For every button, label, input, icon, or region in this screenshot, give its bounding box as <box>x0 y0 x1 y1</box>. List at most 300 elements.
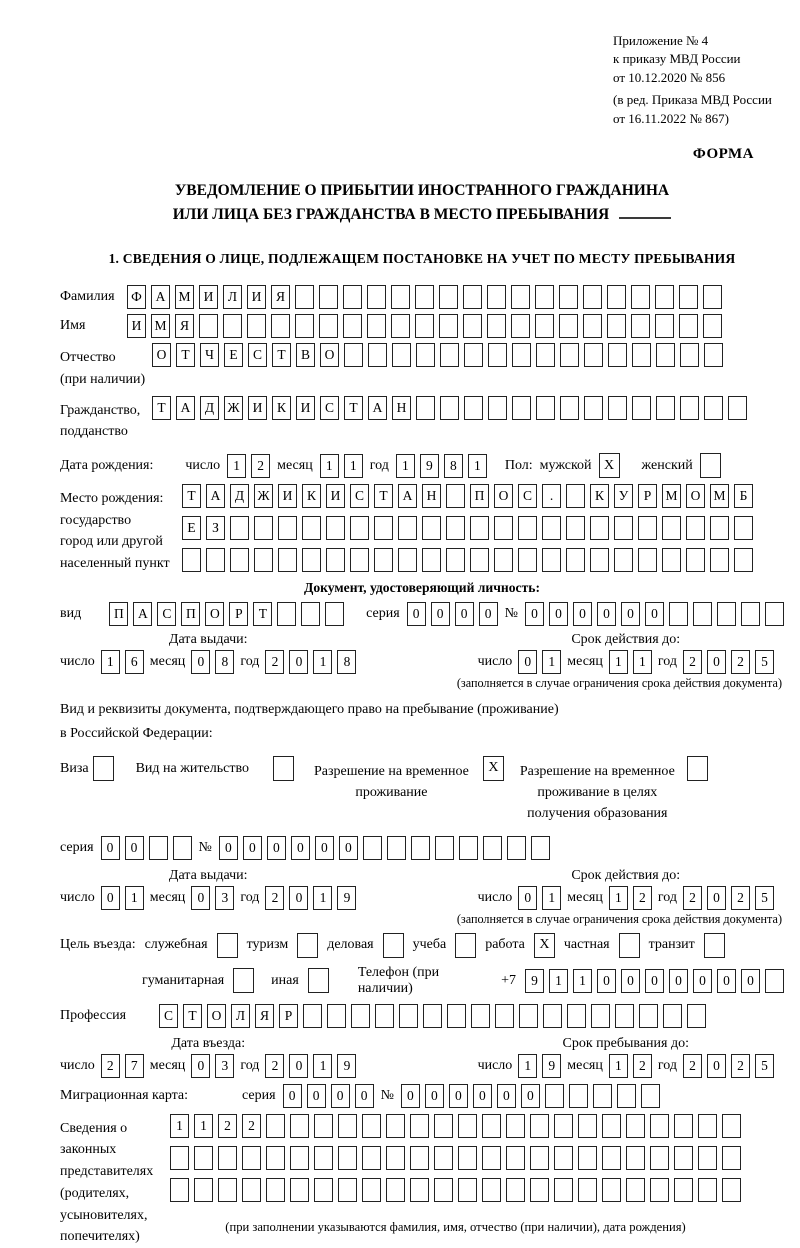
char-box[interactable]: Я <box>175 314 194 338</box>
char-box[interactable] <box>194 1178 213 1202</box>
char-box[interactable]: 0 <box>473 1084 492 1108</box>
char-box[interactable] <box>632 396 651 420</box>
char-box[interactable] <box>374 548 393 572</box>
char-box[interactable] <box>458 1178 477 1202</box>
char-box[interactable]: 1 <box>609 1054 628 1078</box>
char-box[interactable]: О <box>320 343 339 367</box>
char-box[interactable] <box>434 1178 453 1202</box>
char-box[interactable]: 2 <box>633 1054 652 1078</box>
char-box[interactable] <box>519 1004 538 1028</box>
char-box[interactable]: 9 <box>420 454 439 478</box>
char-box[interactable]: Т <box>374 484 393 508</box>
char-box[interactable]: 1 <box>518 1054 537 1078</box>
char-box[interactable] <box>607 314 626 338</box>
char-box[interactable] <box>271 314 290 338</box>
char-box[interactable] <box>295 314 314 338</box>
char-box[interactable] <box>230 516 249 540</box>
char-box[interactable] <box>386 1146 405 1170</box>
char-box[interactable]: И <box>248 396 267 420</box>
char-box[interactable] <box>710 516 729 540</box>
char-box[interactable] <box>367 314 386 338</box>
char-box[interactable] <box>410 1114 429 1138</box>
char-box[interactable]: 2 <box>101 1054 120 1078</box>
char-box[interactable]: 2 <box>683 886 702 910</box>
char-box[interactable] <box>487 314 506 338</box>
char-box[interactable]: 0 <box>669 969 688 993</box>
char-box[interactable]: К <box>302 484 321 508</box>
char-box[interactable]: Е <box>182 516 201 540</box>
char-box[interactable]: И <box>278 484 297 508</box>
char-box[interactable]: 8 <box>444 454 463 478</box>
char-box[interactable] <box>554 1146 573 1170</box>
char-box[interactable] <box>434 1114 453 1138</box>
char-box[interactable] <box>507 836 526 860</box>
char-box[interactable]: 2 <box>265 886 284 910</box>
char-box[interactable] <box>470 548 489 572</box>
char-box[interactable]: 1 <box>468 454 487 478</box>
purpose-work-checkbox[interactable]: X <box>534 933 555 958</box>
char-box[interactable]: Н <box>422 484 441 508</box>
char-box[interactable]: Т <box>183 1004 202 1028</box>
char-box[interactable] <box>278 548 297 572</box>
char-box[interactable]: 0 <box>449 1084 468 1108</box>
char-box[interactable]: Р <box>229 602 248 626</box>
char-box[interactable] <box>584 343 603 367</box>
char-box[interactable]: 0 <box>707 1054 726 1078</box>
char-box[interactable] <box>170 1178 189 1202</box>
char-box[interactable] <box>303 1004 322 1028</box>
char-box[interactable]: 1 <box>125 886 144 910</box>
char-box[interactable] <box>247 314 266 338</box>
char-box[interactable]: 3 <box>215 1054 234 1078</box>
char-box[interactable] <box>578 1146 597 1170</box>
char-box[interactable]: 0 <box>525 602 544 626</box>
char-box[interactable] <box>350 516 369 540</box>
char-box[interactable] <box>511 314 530 338</box>
char-box[interactable] <box>703 285 722 309</box>
char-box[interactable] <box>650 1114 669 1138</box>
char-box[interactable] <box>545 1084 564 1108</box>
char-box[interactable] <box>674 1178 693 1202</box>
char-box[interactable] <box>302 516 321 540</box>
char-box[interactable] <box>459 836 478 860</box>
char-box[interactable]: 1 <box>542 886 561 910</box>
char-box[interactable] <box>639 1004 658 1028</box>
char-box[interactable] <box>482 1114 501 1138</box>
char-box[interactable] <box>566 516 585 540</box>
char-box[interactable]: 0 <box>693 969 712 993</box>
char-box[interactable]: 0 <box>191 1054 210 1078</box>
char-box[interactable]: 0 <box>497 1084 516 1108</box>
char-box[interactable] <box>614 548 633 572</box>
char-box[interactable]: М <box>662 484 681 508</box>
char-box[interactable] <box>375 1004 394 1028</box>
char-box[interactable] <box>415 314 434 338</box>
char-box[interactable] <box>266 1146 285 1170</box>
char-box[interactable] <box>325 602 344 626</box>
char-box[interactable] <box>170 1146 189 1170</box>
char-box[interactable]: Ж <box>224 396 243 420</box>
char-box[interactable]: Б <box>734 484 753 508</box>
char-box[interactable]: 1 <box>313 1054 332 1078</box>
char-box[interactable] <box>223 314 242 338</box>
visa-checkbox[interactable] <box>93 756 114 781</box>
char-box[interactable]: 0 <box>315 836 334 860</box>
char-box[interactable] <box>362 1178 381 1202</box>
char-box[interactable]: 0 <box>289 886 308 910</box>
char-box[interactable]: 9 <box>542 1054 561 1078</box>
purpose-private-checkbox[interactable] <box>619 933 640 958</box>
char-box[interactable] <box>399 1004 418 1028</box>
char-box[interactable]: 1 <box>313 886 332 910</box>
char-box[interactable] <box>698 1114 717 1138</box>
char-box[interactable] <box>591 1004 610 1028</box>
char-box[interactable] <box>765 969 784 993</box>
char-box[interactable]: 0 <box>621 969 640 993</box>
char-box[interactable] <box>398 548 417 572</box>
char-box[interactable] <box>535 285 554 309</box>
char-box[interactable] <box>206 548 225 572</box>
char-box[interactable] <box>471 1004 490 1028</box>
char-box[interactable] <box>464 343 483 367</box>
char-box[interactable]: 1 <box>573 969 592 993</box>
char-box[interactable] <box>615 1004 634 1028</box>
char-box[interactable]: 0 <box>289 650 308 674</box>
char-box[interactable]: П <box>109 602 128 626</box>
char-box[interactable] <box>566 548 585 572</box>
char-box[interactable] <box>680 343 699 367</box>
char-box[interactable]: С <box>518 484 537 508</box>
char-box[interactable] <box>391 285 410 309</box>
char-box[interactable] <box>326 548 345 572</box>
char-box[interactable] <box>722 1178 741 1202</box>
char-box[interactable] <box>722 1146 741 1170</box>
char-box[interactable]: В <box>296 343 315 367</box>
char-box[interactable] <box>583 285 602 309</box>
char-box[interactable] <box>416 396 435 420</box>
char-box[interactable] <box>584 396 603 420</box>
char-box[interactable] <box>350 548 369 572</box>
char-box[interactable]: К <box>272 396 291 420</box>
char-box[interactable] <box>290 1146 309 1170</box>
char-box[interactable]: 0 <box>549 602 568 626</box>
char-box[interactable]: 5 <box>755 886 774 910</box>
purpose-study-checkbox[interactable] <box>455 933 476 958</box>
char-box[interactable]: 0 <box>431 602 450 626</box>
char-box[interactable] <box>302 548 321 572</box>
char-box[interactable]: 2 <box>265 650 284 674</box>
char-box[interactable] <box>662 516 681 540</box>
char-box[interactable] <box>656 343 675 367</box>
char-box[interactable] <box>439 314 458 338</box>
char-box[interactable]: 1 <box>542 650 561 674</box>
char-box[interactable] <box>446 548 465 572</box>
char-box[interactable]: Ф <box>127 285 146 309</box>
char-box[interactable] <box>182 548 201 572</box>
char-box[interactable] <box>608 343 627 367</box>
char-box[interactable]: О <box>152 343 171 367</box>
char-box[interactable] <box>440 343 459 367</box>
purpose-business-checkbox[interactable] <box>383 933 404 958</box>
char-box[interactable] <box>632 343 651 367</box>
char-box[interactable] <box>199 314 218 338</box>
char-box[interactable] <box>368 343 387 367</box>
char-box[interactable]: 9 <box>337 1054 356 1078</box>
char-box[interactable] <box>446 516 465 540</box>
char-box[interactable] <box>710 548 729 572</box>
char-box[interactable]: С <box>248 343 267 367</box>
char-box[interactable] <box>626 1178 645 1202</box>
char-box[interactable]: 1 <box>344 454 363 478</box>
char-box[interactable]: И <box>326 484 345 508</box>
char-box[interactable]: А <box>398 484 417 508</box>
char-box[interactable]: 0 <box>521 1084 540 1108</box>
char-box[interactable]: М <box>175 285 194 309</box>
char-box[interactable] <box>351 1004 370 1028</box>
char-box[interactable] <box>559 285 578 309</box>
char-box[interactable]: К <box>590 484 609 508</box>
char-box[interactable]: 0 <box>355 1084 374 1108</box>
char-box[interactable] <box>242 1178 261 1202</box>
char-box[interactable]: 5 <box>755 1054 774 1078</box>
char-box[interactable] <box>391 314 410 338</box>
residence-permit-checkbox[interactable] <box>273 756 294 781</box>
char-box[interactable]: П <box>181 602 200 626</box>
char-box[interactable] <box>173 836 192 860</box>
char-box[interactable]: И <box>127 314 146 338</box>
char-box[interactable] <box>734 548 753 572</box>
char-box[interactable] <box>641 1084 660 1108</box>
char-box[interactable]: З <box>206 516 225 540</box>
char-box[interactable] <box>290 1114 309 1138</box>
purpose-humanitarian-checkbox[interactable] <box>233 968 254 993</box>
char-box[interactable]: 0 <box>597 602 616 626</box>
char-box[interactable] <box>512 343 531 367</box>
char-box[interactable] <box>593 1084 612 1108</box>
char-box[interactable] <box>447 1004 466 1028</box>
char-box[interactable] <box>686 548 705 572</box>
char-box[interactable] <box>439 285 458 309</box>
char-box[interactable] <box>344 343 363 367</box>
char-box[interactable] <box>314 1146 333 1170</box>
char-box[interactable] <box>717 602 736 626</box>
char-box[interactable] <box>338 1114 357 1138</box>
char-box[interactable]: Д <box>200 396 219 420</box>
char-box[interactable] <box>531 836 550 860</box>
char-box[interactable]: 2 <box>633 886 652 910</box>
char-box[interactable]: И <box>247 285 266 309</box>
char-box[interactable]: Ж <box>254 484 273 508</box>
char-box[interactable] <box>626 1114 645 1138</box>
char-box[interactable]: Ч <box>200 343 219 367</box>
char-box[interactable]: Т <box>176 343 195 367</box>
char-box[interactable] <box>741 602 760 626</box>
char-box[interactable] <box>194 1146 213 1170</box>
char-box[interactable]: 0 <box>717 969 736 993</box>
female-checkbox[interactable] <box>700 453 721 478</box>
char-box[interactable] <box>410 1178 429 1202</box>
char-box[interactable] <box>511 285 530 309</box>
char-box[interactable]: 0 <box>401 1084 420 1108</box>
char-box[interactable] <box>435 836 454 860</box>
char-box[interactable]: 0 <box>518 886 537 910</box>
char-box[interactable]: А <box>176 396 195 420</box>
char-box[interactable] <box>536 343 555 367</box>
char-box[interactable] <box>463 285 482 309</box>
char-box[interactable] <box>583 314 602 338</box>
char-box[interactable]: А <box>133 602 152 626</box>
char-box[interactable]: 0 <box>645 602 664 626</box>
char-box[interactable] <box>319 314 338 338</box>
char-box[interactable]: И <box>199 285 218 309</box>
char-box[interactable] <box>343 285 362 309</box>
char-box[interactable] <box>506 1146 525 1170</box>
char-box[interactable]: 0 <box>307 1084 326 1108</box>
char-box[interactable] <box>458 1114 477 1138</box>
char-box[interactable]: 5 <box>755 650 774 674</box>
char-box[interactable]: 0 <box>331 1084 350 1108</box>
char-box[interactable] <box>387 836 406 860</box>
char-box[interactable] <box>470 516 489 540</box>
char-box[interactable] <box>218 1146 237 1170</box>
purpose-tourism-checkbox[interactable] <box>297 933 318 958</box>
char-box[interactable]: Т <box>344 396 363 420</box>
char-box[interactable] <box>149 836 168 860</box>
purpose-official-checkbox[interactable] <box>217 933 238 958</box>
char-box[interactable] <box>230 548 249 572</box>
char-box[interactable] <box>566 484 585 508</box>
char-box[interactable] <box>367 285 386 309</box>
char-box[interactable]: 1 <box>101 650 120 674</box>
char-box[interactable] <box>386 1114 405 1138</box>
char-box[interactable] <box>663 1004 682 1028</box>
char-box[interactable]: . <box>542 484 561 508</box>
char-box[interactable] <box>512 396 531 420</box>
char-box[interactable] <box>482 1178 501 1202</box>
char-box[interactable] <box>734 516 753 540</box>
char-box[interactable] <box>535 314 554 338</box>
char-box[interactable] <box>569 1084 588 1108</box>
char-box[interactable]: 2 <box>218 1114 237 1138</box>
char-box[interactable] <box>422 516 441 540</box>
char-box[interactable] <box>674 1146 693 1170</box>
char-box[interactable]: Я <box>255 1004 274 1028</box>
char-box[interactable] <box>602 1178 621 1202</box>
char-box[interactable] <box>631 285 650 309</box>
char-box[interactable]: 0 <box>455 602 474 626</box>
char-box[interactable] <box>434 1146 453 1170</box>
char-box[interactable]: 6 <box>125 650 144 674</box>
char-box[interactable] <box>607 285 626 309</box>
char-box[interactable] <box>655 314 674 338</box>
char-box[interactable] <box>482 1146 501 1170</box>
edu-permit-checkbox[interactable] <box>687 756 708 781</box>
char-box[interactable] <box>536 396 555 420</box>
char-box[interactable]: 0 <box>267 836 286 860</box>
char-box[interactable]: 0 <box>741 969 760 993</box>
char-box[interactable] <box>254 548 273 572</box>
char-box[interactable]: 0 <box>101 836 120 860</box>
char-box[interactable] <box>327 1004 346 1028</box>
char-box[interactable] <box>554 1114 573 1138</box>
char-box[interactable] <box>602 1114 621 1138</box>
char-box[interactable] <box>590 516 609 540</box>
char-box[interactable]: 0 <box>621 602 640 626</box>
char-box[interactable]: 1 <box>396 454 415 478</box>
char-box[interactable] <box>687 1004 706 1028</box>
char-box[interactable] <box>638 516 657 540</box>
char-box[interactable] <box>386 1178 405 1202</box>
char-box[interactable] <box>314 1178 333 1202</box>
char-box[interactable]: С <box>350 484 369 508</box>
char-box[interactable] <box>554 1178 573 1202</box>
char-box[interactable] <box>242 1146 261 1170</box>
char-box[interactable] <box>704 343 723 367</box>
char-box[interactable] <box>679 314 698 338</box>
char-box[interactable] <box>464 396 483 420</box>
char-box[interactable] <box>722 1114 741 1138</box>
char-box[interactable] <box>506 1178 525 1202</box>
char-box[interactable]: 1 <box>194 1114 213 1138</box>
char-box[interactable] <box>411 836 430 860</box>
char-box[interactable]: 0 <box>125 836 144 860</box>
char-box[interactable]: Д <box>230 484 249 508</box>
char-box[interactable]: Л <box>231 1004 250 1028</box>
char-box[interactable]: А <box>368 396 387 420</box>
char-box[interactable] <box>578 1178 597 1202</box>
char-box[interactable] <box>590 548 609 572</box>
char-box[interactable] <box>392 343 411 367</box>
char-box[interactable] <box>669 602 688 626</box>
char-box[interactable]: 2 <box>251 454 270 478</box>
char-box[interactable] <box>398 516 417 540</box>
char-box[interactable]: 0 <box>479 602 498 626</box>
char-box[interactable] <box>578 1114 597 1138</box>
char-box[interactable] <box>422 548 441 572</box>
char-box[interactable] <box>626 1146 645 1170</box>
char-box[interactable]: Р <box>638 484 657 508</box>
char-box[interactable] <box>650 1178 669 1202</box>
char-box[interactable]: 2 <box>731 650 750 674</box>
char-box[interactable]: 2 <box>731 886 750 910</box>
char-box[interactable] <box>446 484 465 508</box>
char-box[interactable] <box>314 1114 333 1138</box>
char-box[interactable]: 9 <box>337 886 356 910</box>
char-box[interactable] <box>518 516 537 540</box>
char-box[interactable] <box>326 516 345 540</box>
char-box[interactable]: О <box>207 1004 226 1028</box>
char-box[interactable] <box>518 548 537 572</box>
char-box[interactable]: 1 <box>549 969 568 993</box>
char-box[interactable]: 0 <box>573 602 592 626</box>
char-box[interactable]: 0 <box>597 969 616 993</box>
char-box[interactable] <box>542 548 561 572</box>
char-box[interactable]: Я <box>271 285 290 309</box>
char-box[interactable] <box>631 314 650 338</box>
char-box[interactable]: 0 <box>407 602 426 626</box>
char-box[interactable] <box>765 602 784 626</box>
char-box[interactable] <box>560 343 579 367</box>
char-box[interactable]: 2 <box>683 650 702 674</box>
char-box[interactable] <box>559 314 578 338</box>
char-box[interactable]: О <box>205 602 224 626</box>
char-box[interactable] <box>662 548 681 572</box>
char-box[interactable] <box>698 1146 717 1170</box>
char-box[interactable]: 7 <box>125 1054 144 1078</box>
char-box[interactable] <box>494 548 513 572</box>
temp-permit-checkbox[interactable]: X <box>483 756 504 781</box>
char-box[interactable] <box>362 1146 381 1170</box>
